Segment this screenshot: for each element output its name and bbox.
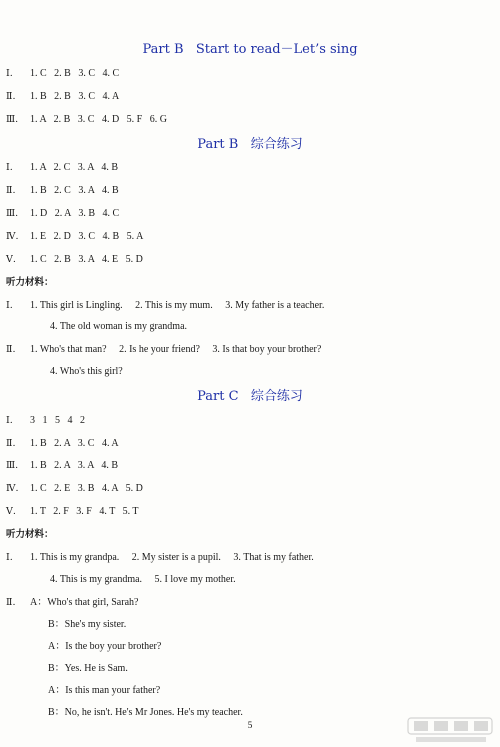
answer-text: 1. D 2. A 3. B 4. C <box>30 208 120 219</box>
section-heading-part-c-exercises: Part C 综合练习 <box>197 389 303 404</box>
roman-numeral: Ⅴ. <box>6 506 16 517</box>
dialogue-line <box>48 684 160 697</box>
roman-numeral: Ⅲ. <box>6 208 19 219</box>
roman-numeral: Ⅰ. <box>6 415 13 426</box>
roman-numeral: Ⅳ. <box>6 483 19 494</box>
section-heading-part-b-exercises: Part B 综合练习 <box>197 137 303 152</box>
watermark-stamp-icon <box>406 715 494 745</box>
answer-row <box>6 505 139 518</box>
dialogue-text: B：No, he isn't. He's Mr Jones. He's my teacher. <box>48 707 243 718</box>
roman-numeral: Ⅱ. <box>6 344 16 355</box>
answer-row <box>50 365 123 378</box>
answer-text: 1. A 2. C 3. A 4. B <box>30 162 119 173</box>
dialogue-text: A：Is the boy your brother? <box>48 641 162 652</box>
answer-text: 1. This is my grandpa. 2. My sister is a pupil. 3. That is my father. <box>30 552 314 563</box>
roman-numeral: Ⅱ. <box>6 597 16 608</box>
dialogue-line <box>48 618 126 631</box>
dialogue-text: B：She's my sister. <box>48 619 127 630</box>
section-heading-part-b-start-to-read: Part B Start to read－Let’s sing <box>142 42 358 57</box>
answer-row <box>6 482 143 495</box>
roman-numeral: Ⅳ. <box>6 231 19 242</box>
answer-text: 1. C 2. B 3. C 4. C <box>30 68 120 79</box>
answer-text: 1. B 2. B 3. C 4. A <box>30 91 120 102</box>
answer-text: 1. B 2. A 3. C 4. A <box>30 438 119 449</box>
listening-material-label: 听力材料： <box>6 277 54 288</box>
answer-text: 4. Who's this girl? <box>50 366 123 377</box>
answer-row <box>50 320 187 333</box>
answer-row <box>6 459 118 472</box>
roman-numeral: Ⅴ. <box>6 254 16 265</box>
roman-numeral: Ⅰ. <box>6 552 13 563</box>
answer-row <box>6 253 143 266</box>
answer-row <box>6 414 85 427</box>
answer-row <box>50 573 236 586</box>
answer-row <box>6 161 118 174</box>
answer-text: 1. A 2. B 3. C 4. D 5. F 6. G <box>30 114 167 125</box>
answer-row <box>6 551 314 564</box>
answer-row <box>6 113 167 126</box>
answer-row <box>6 90 119 103</box>
dialogue-line <box>48 706 243 719</box>
answer-row <box>6 230 143 243</box>
roman-numeral: Ⅰ. <box>6 68 13 79</box>
answer-row <box>6 207 119 220</box>
answer-text: 1. C 2. B 3. A 4. E 5. D <box>30 254 143 265</box>
dialogue-text: A：Is this man your father? <box>48 685 161 696</box>
answer-row <box>6 67 119 80</box>
roman-numeral: Ⅰ. <box>6 162 13 173</box>
answer-row <box>6 299 324 312</box>
roman-numeral: Ⅲ. <box>6 460 19 471</box>
answer-text: 1. T 2. F 3. F 4. T 5. T <box>30 506 139 517</box>
answer-row <box>6 343 321 356</box>
answer-text: 3 1 5 4 2 <box>30 415 85 426</box>
roman-numeral: Ⅰ. <box>6 300 13 311</box>
answer-text: 1. E 2. D 3. C 4. B 5. A <box>30 231 144 242</box>
answer-text: 4. This is my grandma. 5. I love my mother. <box>50 574 236 585</box>
answer-row <box>6 184 119 197</box>
answer-text: 1. This girl is Lingling. 2. This is my mum. 3. My father is a teacher. <box>30 300 325 311</box>
answer-text: 1. Who's that man? 2. Is he your friend? 3. Is that boy your brother? <box>30 344 322 355</box>
answer-text: 1. B 2. C 3. A 4. B <box>30 185 119 196</box>
roman-numeral: Ⅱ. <box>6 185 16 196</box>
dialogue-line <box>48 640 161 653</box>
answer-text: 1. C 2. E 3. B 4. A 5. D <box>30 483 143 494</box>
roman-numeral: Ⅲ. <box>6 114 19 125</box>
answer-row <box>6 437 119 450</box>
answer-text: 1. B 2. A 3. A 4. B <box>30 460 119 471</box>
dialogue-line <box>48 662 128 675</box>
dialogue-text: A：Who's that girl, Sarah? <box>30 597 139 608</box>
answer-text: 4. The old woman is my grandma. <box>50 321 188 332</box>
page-number: 5 <box>247 721 253 731</box>
listening-material-label: 听力材料： <box>6 529 54 540</box>
roman-numeral: Ⅱ. <box>6 91 16 102</box>
dialogue-line <box>6 596 138 609</box>
roman-numeral: Ⅱ. <box>6 438 16 449</box>
dialogue-text: B：Yes. He is Sam. <box>48 663 128 674</box>
